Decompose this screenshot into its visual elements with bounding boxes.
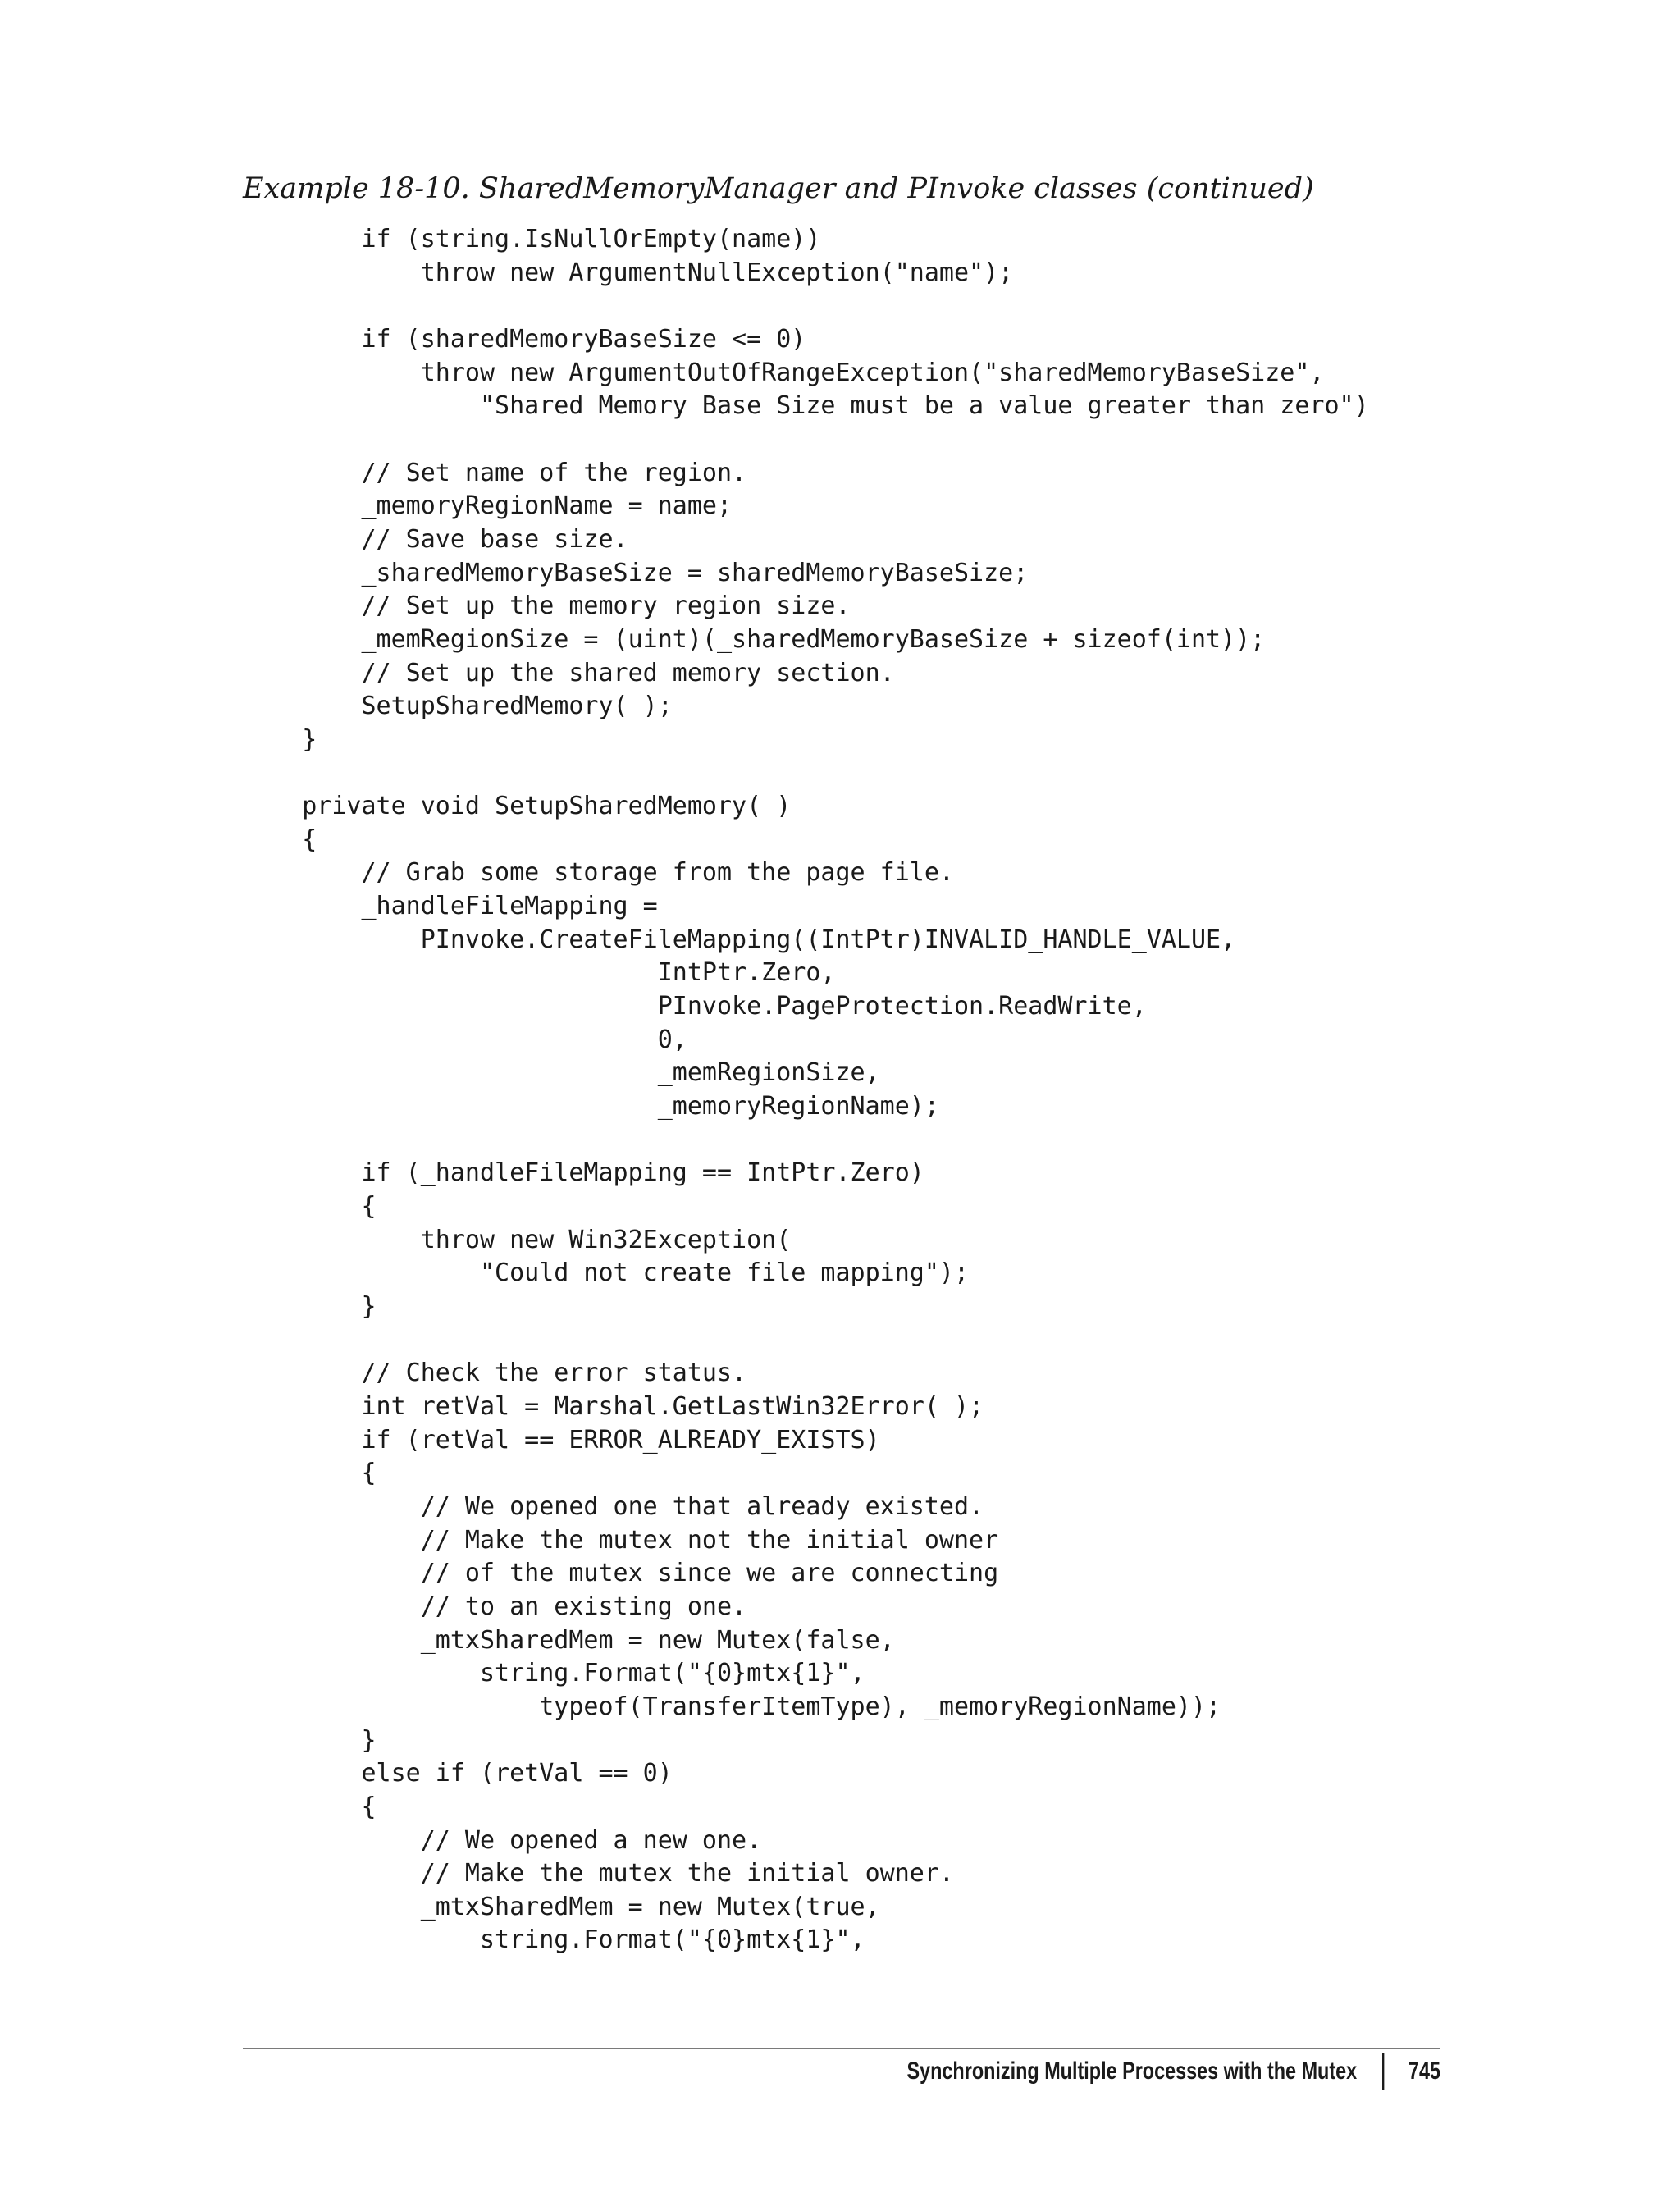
code-line: private void SetupSharedMemory( ) bbox=[243, 792, 792, 821]
code-line: // to an existing one. bbox=[243, 1592, 747, 1621]
code-line: PInvoke.CreateFileMapping((IntPtr)INVALID_HANDLE_VALUE, bbox=[243, 925, 1236, 954]
code-line: // We opened a new one. bbox=[243, 1825, 762, 1855]
code-line: if (string.IsNullOrEmpty(name)) bbox=[243, 225, 821, 253]
code-line: SetupSharedMemory( ); bbox=[243, 692, 673, 721]
footer-separator bbox=[1382, 2053, 1384, 2090]
code-line: // Make the mutex not the initial owner bbox=[243, 1525, 999, 1555]
code-line: 0, bbox=[243, 1025, 687, 1054]
code-line: _memoryRegionName = name; bbox=[243, 491, 733, 521]
example-caption: Example 18-10. SharedMemoryManager and PInvoke classes (continued) bbox=[243, 172, 1314, 205]
code-line: throw new ArgumentNullException("name"); bbox=[243, 258, 1014, 287]
code-line: // Save base size. bbox=[243, 524, 628, 554]
code-line: throw new ArgumentOutOfRangeException("sharedMemoryBaseSize", bbox=[243, 358, 1325, 387]
code-line: string.Format("{0}mtx{1}", bbox=[243, 1659, 865, 1688]
code-line: if (retVal == ERROR_ALREADY_EXISTS) bbox=[243, 1425, 880, 1455]
code-listing bbox=[243, 223, 1369, 1957]
code-line: PInvoke.PageProtection.ReadWrite, bbox=[243, 992, 1147, 1021]
code-line: { bbox=[243, 1792, 377, 1821]
code-line: _memRegionSize, bbox=[243, 1058, 880, 1088]
code-line: IntPtr.Zero, bbox=[243, 958, 836, 988]
code-line: { bbox=[243, 1192, 377, 1222]
code-line: string.Format("{0}mtx{1}", bbox=[243, 1925, 865, 1955]
running-footer bbox=[906, 2051, 1440, 2092]
code-line: _handleFileMapping = bbox=[243, 892, 658, 921]
page-number: 745 bbox=[1408, 2058, 1440, 2085]
code-line: // Check the error status. bbox=[243, 1359, 747, 1388]
code-line: { bbox=[243, 824, 317, 854]
code-line: _memRegionSize = (uint)(_sharedMemoryBaseSize + sizeof(int)); bbox=[243, 624, 1266, 654]
code-line: // We opened one that already existed. bbox=[243, 1491, 984, 1521]
code-line: _mtxSharedMem = new Mutex(true, bbox=[243, 1892, 880, 1921]
code-line: throw new Win32Exception( bbox=[243, 1225, 792, 1254]
code-line: } bbox=[243, 724, 317, 754]
code-line: // Grab some storage from the page file. bbox=[243, 858, 954, 888]
code-line: } bbox=[243, 1292, 377, 1321]
code-line: _mtxSharedMem = new Mutex(false, bbox=[243, 1625, 895, 1655]
code-line: // Make the mutex the initial owner. bbox=[243, 1859, 954, 1889]
code-line: // Set name of the region. bbox=[243, 458, 747, 487]
code-line: _memoryRegionName); bbox=[243, 1092, 939, 1121]
code-line: if (sharedMemoryBaseSize <= 0) bbox=[243, 324, 806, 354]
code-line: // of the mutex since we are connecting bbox=[243, 1559, 999, 1588]
code-line: "Shared Memory Base Size must be a value greater than zero") bbox=[243, 391, 1369, 421]
code-line: int retVal = Marshal.GetLastWin32Error( ); bbox=[243, 1391, 984, 1421]
code-line: "Could not create file mapping"); bbox=[243, 1258, 970, 1288]
code-line: } bbox=[243, 1725, 377, 1755]
code-line: typeof(TransferItemType), _memoryRegionName)); bbox=[243, 1692, 1221, 1721]
code-line: if (_handleFileMapping == IntPtr.Zero) bbox=[243, 1158, 924, 1188]
footer-rule bbox=[243, 2048, 1440, 2049]
code-line: // Set up the shared memory section. bbox=[243, 658, 895, 687]
footer-section-title: Synchronizing Multiple Processes with the Mutex bbox=[906, 2058, 1358, 2085]
code-line: _sharedMemoryBaseSize = sharedMemoryBaseSize; bbox=[243, 558, 1029, 587]
code-line: { bbox=[243, 1459, 377, 1488]
code-line: else if (retVal == 0) bbox=[243, 1759, 673, 1788]
code-line: // Set up the memory region size. bbox=[243, 591, 851, 621]
